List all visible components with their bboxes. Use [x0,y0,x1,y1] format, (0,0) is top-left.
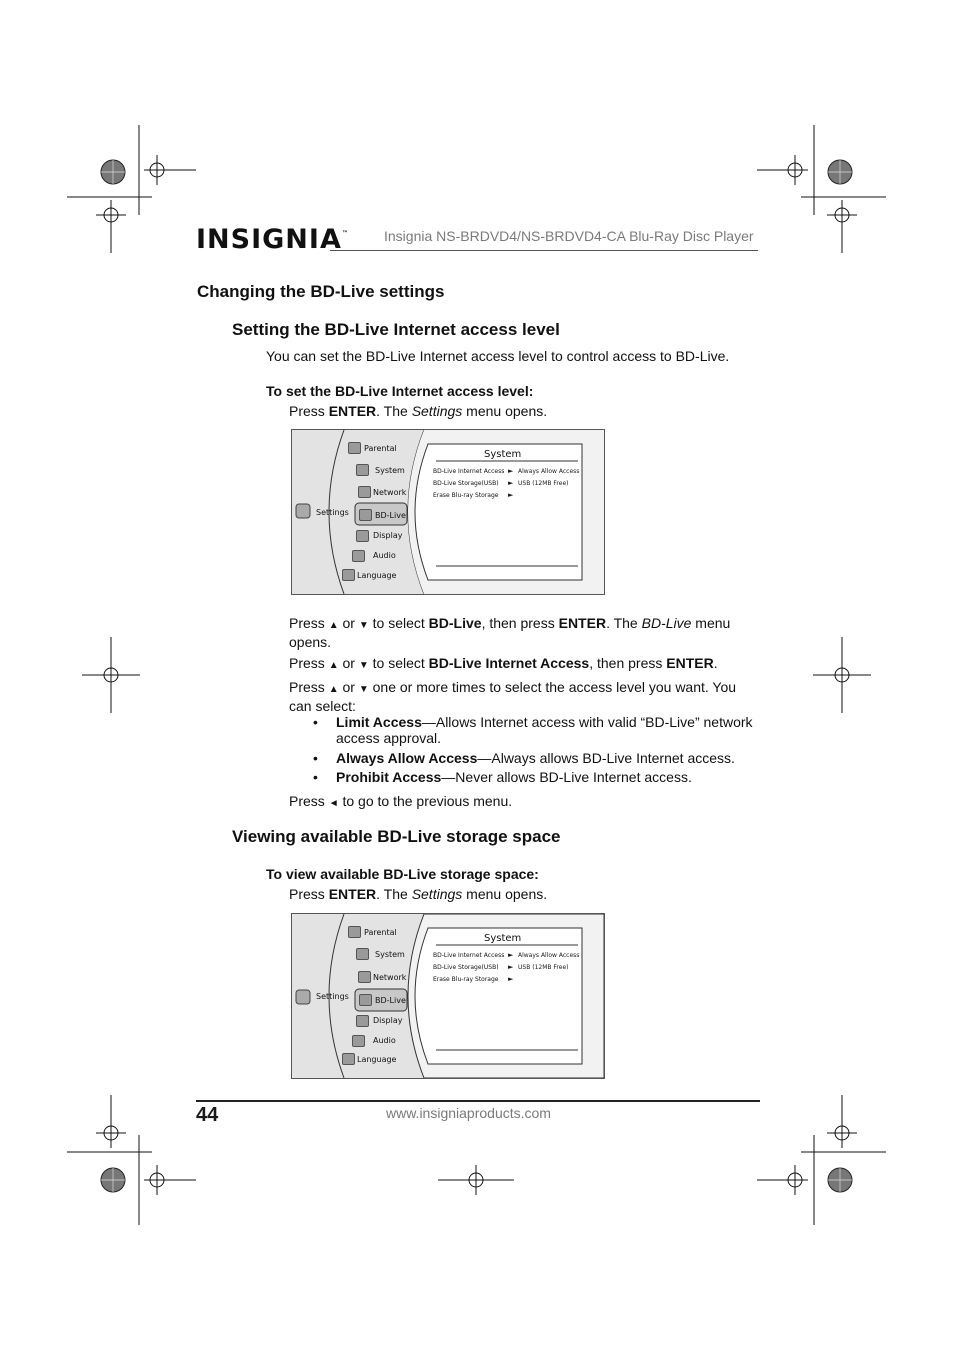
panel-title: System [484,933,522,944]
row-arrow: ► [508,963,514,971]
option-prohibit: Prohibit Access—Never allows BD-Live Internet access. [336,769,692,785]
menu-item-bd-live: BD-Live [375,996,406,1005]
row-internet-access: BD-Live Internet Access [433,468,505,475]
subsection-title-access: Setting the BD-Live Internet access level [232,320,560,339]
language-icon [342,569,355,581]
menu-item-system: System [375,950,405,959]
language-icon [342,1053,355,1065]
up-arrow-icon: ▲ [328,620,339,631]
menu-item-system: System [375,466,405,475]
down-arrow-icon: ▼ [358,684,369,695]
menu-item-parental: Parental [364,444,397,453]
subsection-title-storage: Viewing available BD-Live storage space [232,827,561,846]
bd-live-icon [359,994,372,1006]
settings-screen-1 [291,429,605,595]
menu-item-language: Language [357,571,397,580]
up-arrow-icon: ▲ [328,660,339,671]
row-value: Always Allow Access [518,468,580,475]
option-limit-access: Limit Access—Allows Internet access with valid “BD-Live” network access approval. [336,714,753,746]
bullet: • [313,769,318,785]
audio-icon [352,550,365,562]
row-arrow: ► [508,975,514,983]
row-arrow: ► [508,467,514,475]
brand-logo: INSIGNIA™ [196,224,349,255]
audio-icon [352,1035,365,1047]
down-arrow-icon: ▼ [358,620,369,631]
row-value: USB (12MB Free) [518,964,569,971]
header-rule [330,250,758,251]
menu-item-parental: Parental [364,928,397,937]
footer-rule [196,1100,760,1102]
settings-screen-2 [291,913,605,1079]
network-icon [358,971,371,983]
settings-label: Settings [316,508,349,517]
menu-item-display: Display [373,1016,403,1025]
step-select-level: Press ▲ or ▼ one or more times to select the access level you want. You can select: [289,679,737,714]
system-icon [356,464,369,476]
menu-item-audio: Audio [373,1036,396,1045]
step-previous-menu: Press ◄ to go to the previous menu. [289,793,513,809]
display-icon [356,1015,369,1027]
panel-title: System [484,449,522,460]
page-number: 44 [196,1104,219,1126]
step-open-settings-2: Press ENTER. The Settings menu opens. [289,886,548,902]
step-open-settings: Press ENTER. The Settings menu opens. [289,403,548,419]
procedure-heading-storage: To view available BD-Live storage space: [266,866,539,882]
procedure-heading-access: To set the BD-Live Internet access level: [266,383,534,399]
menu-item-bd-live: BD-Live [375,511,406,520]
footer-url: www.insigniaproducts.com [386,1105,551,1121]
row-value: USB (12MB Free) [518,480,569,487]
settings-label: Settings [316,992,349,1001]
menu-item-network: Network [373,973,407,982]
row-erase: Erase Blu-ray Storage [433,976,499,983]
menu-item-network: Network [373,488,407,497]
system-icon [356,948,369,960]
section-title: Changing the BD-Live settings [197,282,445,301]
step-select-internet-access: Press ▲ or ▼ to select BD-Live Internet Access, then press ENTER. [289,655,718,671]
option-always-allow: Always Allow Access—Always allows BD-Live Internet access. [336,750,735,766]
bullet: • [313,750,318,766]
row-arrow: ► [508,951,514,959]
row-erase: Erase Blu-ray Storage [433,492,499,499]
menu-item-language: Language [357,1055,397,1064]
menu-item-audio: Audio [373,551,396,560]
network-icon [358,486,371,498]
down-arrow-icon: ▼ [358,660,369,671]
parental-icon [348,926,361,938]
bd-live-icon [359,509,372,521]
step-select-bd-live: Press ▲ or ▼ to select BD-Live, then press ENTER. The BD-Live menu opens. [289,615,731,650]
row-internet-access: BD-Live Internet Access [433,952,505,959]
row-storage: BD-Live Storage(USB) [433,480,499,487]
up-arrow-icon: ▲ [328,684,339,695]
row-arrow: ► [508,479,514,487]
bullet: • [313,714,318,730]
header-title: Insignia NS-BRDVD4/NS-BRDVD4-CA Blu-Ray Disc Player [384,228,754,244]
intro-text: You can set the BD-Live Internet access level to control access to BD-Live. [266,348,730,364]
row-storage: BD-Live Storage(USB) [433,964,499,971]
menu-item-display: Display [373,531,403,540]
display-icon [356,530,369,542]
row-value: Always Allow Access [518,952,580,959]
row-arrow: ► [508,491,514,499]
parental-icon [348,442,361,454]
left-arrow-icon: ◄ [328,798,339,809]
